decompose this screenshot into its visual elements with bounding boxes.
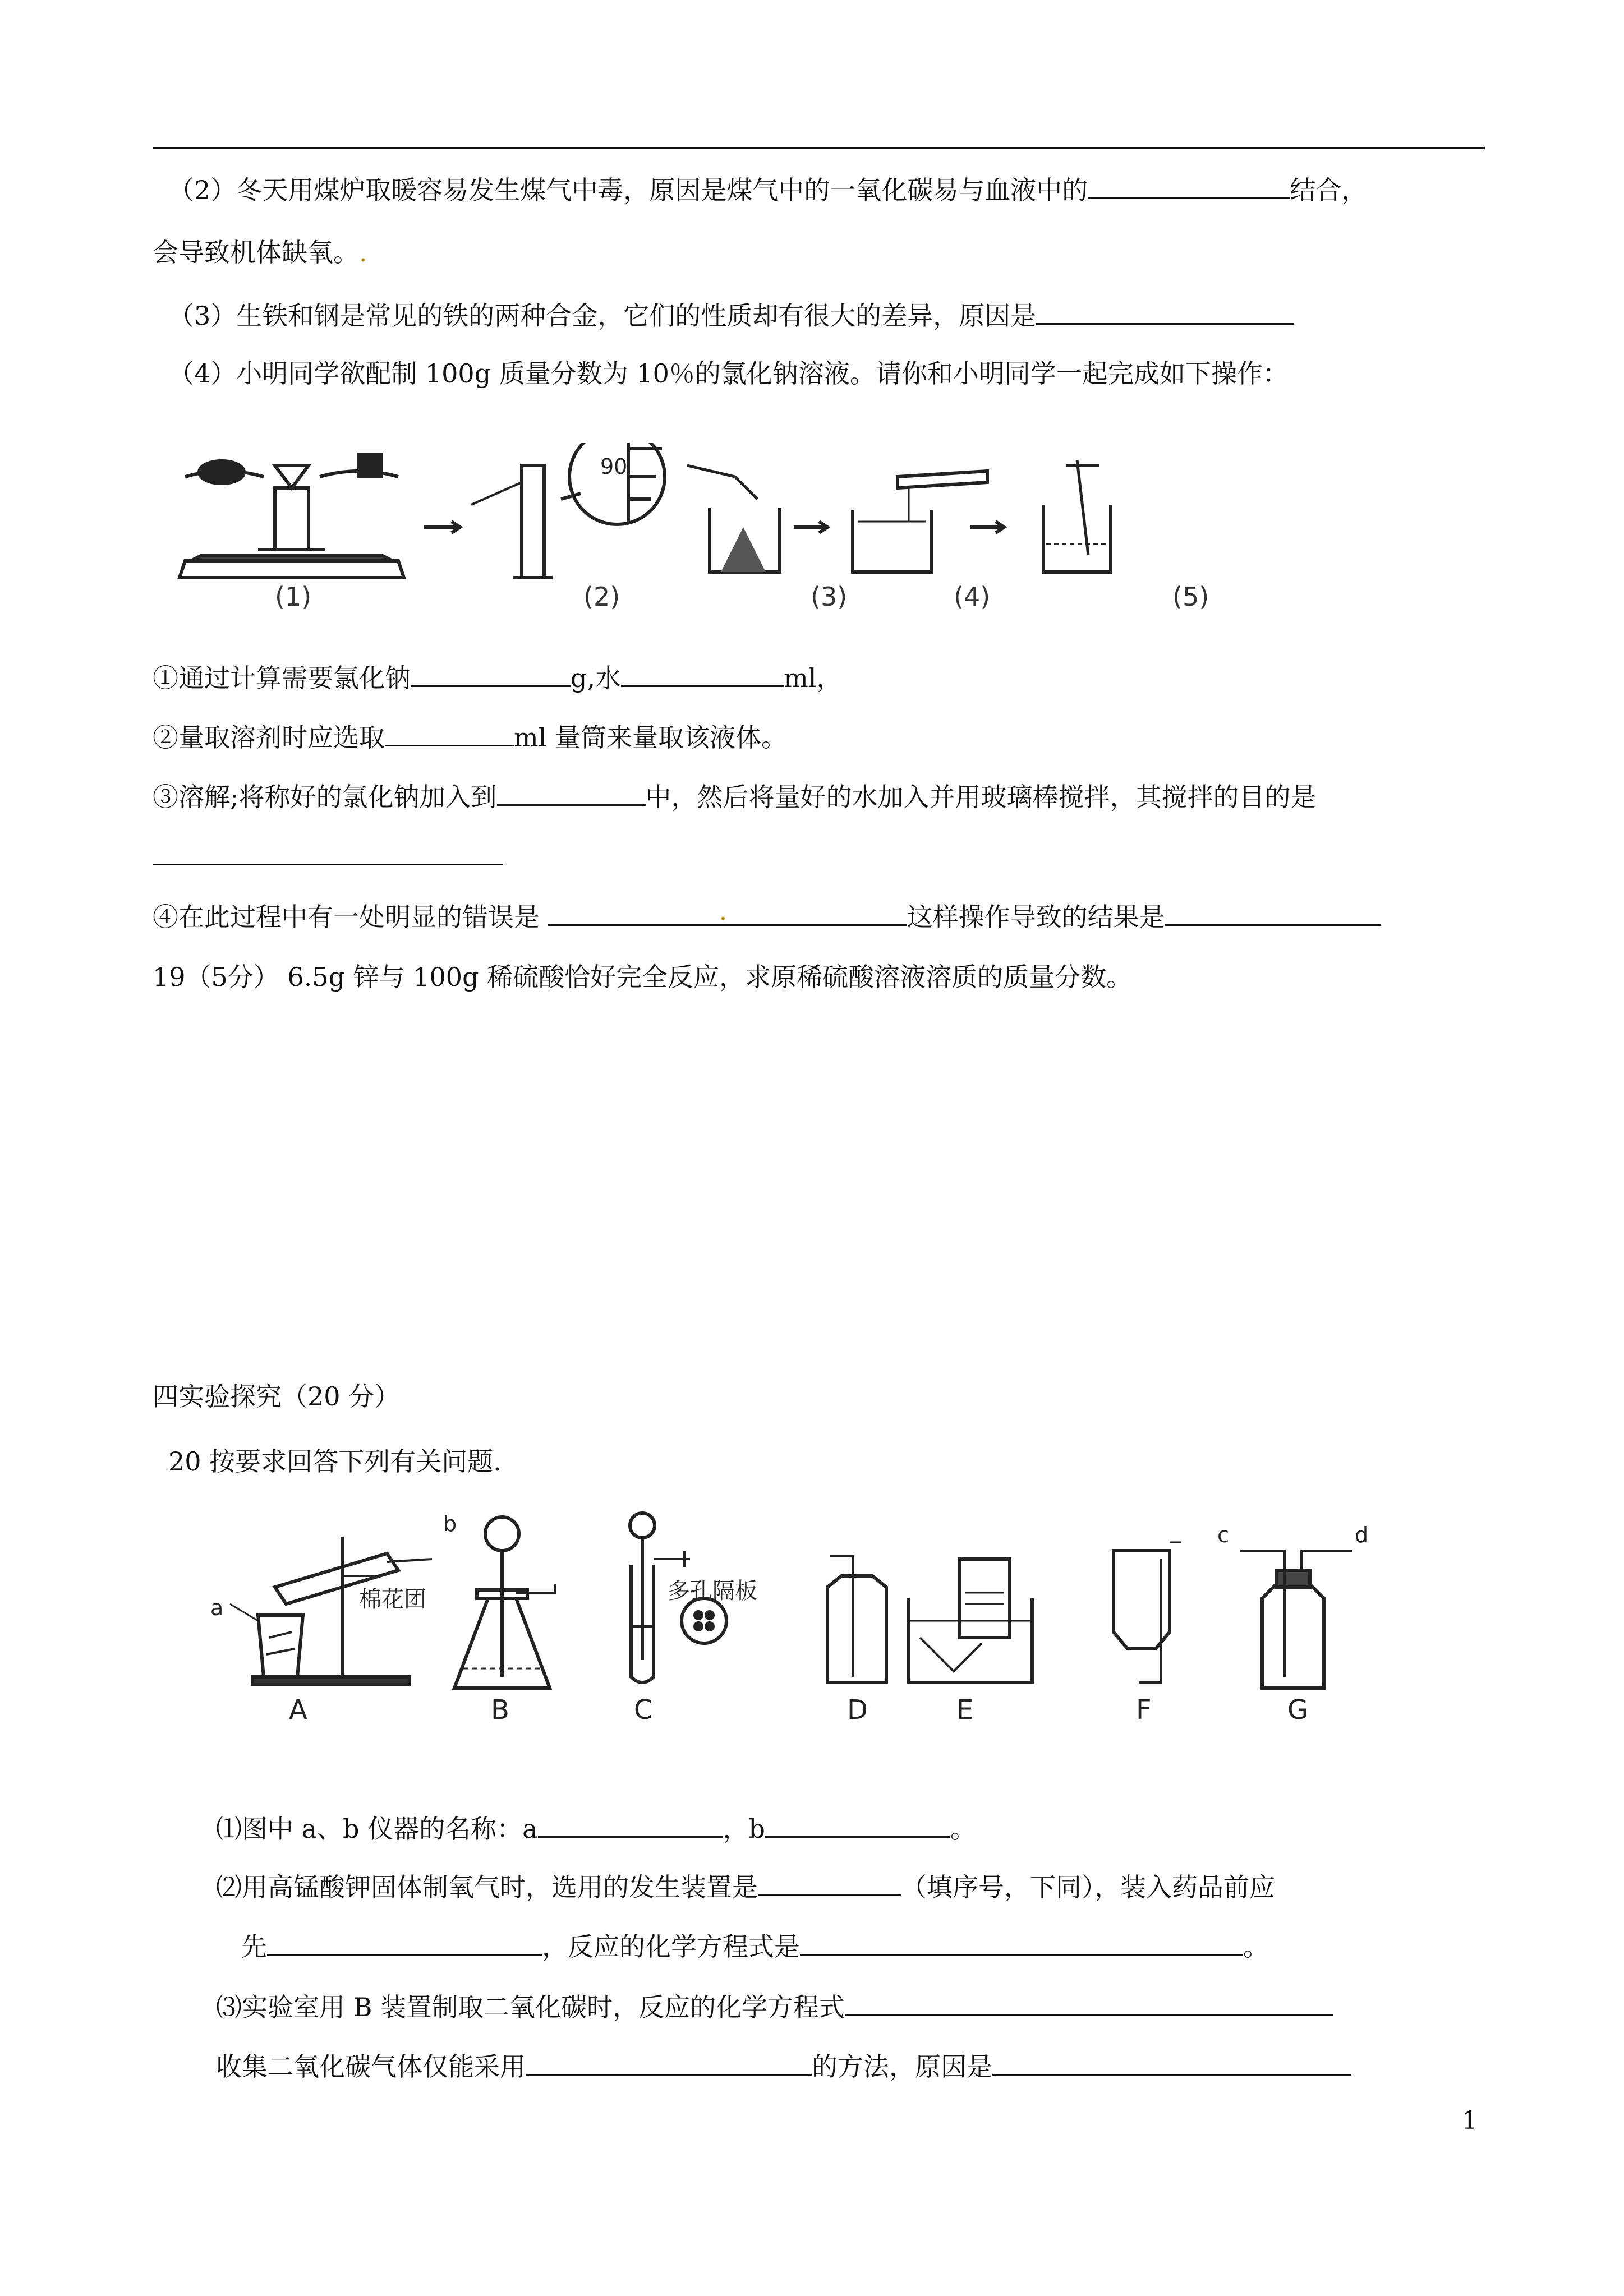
apparatus-letter-a: A [289, 1694, 307, 1726]
answer-blank[interactable] [1165, 900, 1381, 926]
q19: 19（5分） 6.5g 锌与 100g 稀硫酸恰好完全反应，求原稀硫酸溶液溶质的质量分数。 [153, 962, 1133, 992]
answer-blank[interactable] [758, 1870, 901, 1896]
beaker-stir-icon [1043, 460, 1111, 572]
q18-step2: ②量取溶剂时应选取 ml 量筒来量取该液体。 [153, 720, 787, 754]
apparatus-letter-d: D [847, 1694, 868, 1726]
q20-part2-line2: 先 ，反应的化学方程式是 。 [241, 1929, 1269, 1963]
apparatus-d-icon [827, 1556, 886, 1682]
answer-blank[interactable]: . [548, 900, 907, 926]
step-label-3: (3) [811, 582, 848, 611]
apparatus-letter-g: G [1287, 1694, 1309, 1726]
step-label-2: (2) [583, 582, 620, 611]
q18-step4: ④在此过程中有一处明显的错误是 . 这样操作导致的结果是 [153, 900, 1381, 934]
porous-plate-label: 多孔隔板 [668, 1578, 757, 1604]
page-number: 1 [1462, 2106, 1478, 2135]
answer-blank[interactable] [1088, 173, 1290, 199]
answer-blank[interactable] [411, 661, 571, 687]
q18-step1: ①通过计算需要氯化钠 g,水 ml， [153, 661, 842, 695]
answer-blank[interactable] [538, 1811, 723, 1838]
answer-blank[interactable] [153, 839, 503, 865]
q18-part2-line2: 会导致机体缺氧。. [153, 237, 367, 268]
label-c: c [1217, 1523, 1229, 1547]
beaker-pour-icon [687, 465, 780, 572]
graduated-cylinder-icon [471, 443, 665, 578]
header-rule [153, 147, 1485, 149]
label-a: a [210, 1596, 224, 1620]
apparatus-letter-e: E [956, 1694, 974, 1726]
step-label-4: (4) [954, 582, 991, 611]
label-d: d [1355, 1523, 1369, 1547]
apparatus-letter-c: C [634, 1694, 653, 1726]
answer-blank[interactable] [497, 780, 646, 806]
apparatus-letter-f: F [1136, 1694, 1152, 1726]
answer-blank[interactable] [1036, 298, 1294, 325]
answer-blank[interactable] [992, 2049, 1351, 2076]
q18-part2-line1: （2）冬天用煤炉取暖容易发生煤气中毒，原因是煤气中的一氧化碳易与血液中的 结合， [168, 173, 1367, 207]
answer-blank[interactable] [385, 720, 514, 746]
step-label-1: (1) [275, 582, 312, 611]
answer-blank[interactable] [267, 1929, 542, 1956]
q18-step3: ③溶解;将称好的氯化钠加入到 中，然后将量好的水加入并用玻璃棒搅拌，其搅拌的目的是 [153, 780, 1317, 814]
step-label-5: (5) [1172, 582, 1209, 611]
q20-part3-line1: ⑶实验室用 B 装置制取二氧化碳时，反应的化学方程式 [216, 1990, 1333, 2024]
apparatus-f-icon [1114, 1542, 1181, 1682]
beaker-water-icon [853, 471, 987, 572]
q20-part1: ⑴图中 a、b 仪器的名称：a ，b 。 [216, 1811, 976, 1846]
q20-part3-line2: 收集二氧化碳气体仅能采用 的方法，原因是 [216, 2049, 1351, 2083]
q18-part3: （3）生铁和钢是常见的铁的两种合金，它们的性质却有很大的差异，原因是 [168, 298, 1294, 333]
cotton-label: 棉花团 [359, 1587, 426, 1612]
label-b: b [443, 1511, 457, 1536]
answer-blank[interactable] [800, 1929, 1243, 1956]
answer-blank[interactable] [765, 1811, 950, 1838]
q18-part4: （4）小明同学欲配制 100g 质量分数为 10％的氯化钠溶液。请你和小明同学一起完成如下操作： [168, 358, 1289, 389]
solution-prep-figure [168, 443, 1234, 611]
lab-apparatus-figure [208, 1509, 1391, 1744]
apparatus-e-icon [909, 1559, 1032, 1682]
answer-blank[interactable] [845, 1990, 1333, 2016]
answer-blank[interactable] [621, 661, 784, 687]
q20-intro: 20 按要求回答下列有关问题. [168, 1446, 502, 1477]
apparatus-letter-b: B [491, 1694, 509, 1726]
apparatus-b-icon [454, 1517, 555, 1688]
q20-part2-line1: ⑵用高锰酸钾固体制氧气时，选用的发生装置是 （填序号，下同），装入药品前应 [216, 1870, 1275, 1904]
q18-step3-line2 [153, 839, 503, 873]
apparatus-g-icon [1240, 1551, 1352, 1688]
balance-icon [180, 454, 404, 578]
scale-reading: 90 [600, 454, 628, 479]
section-title: 四实验探究（20 分） [153, 1381, 401, 1412]
answer-blank[interactable] [526, 2049, 812, 2076]
